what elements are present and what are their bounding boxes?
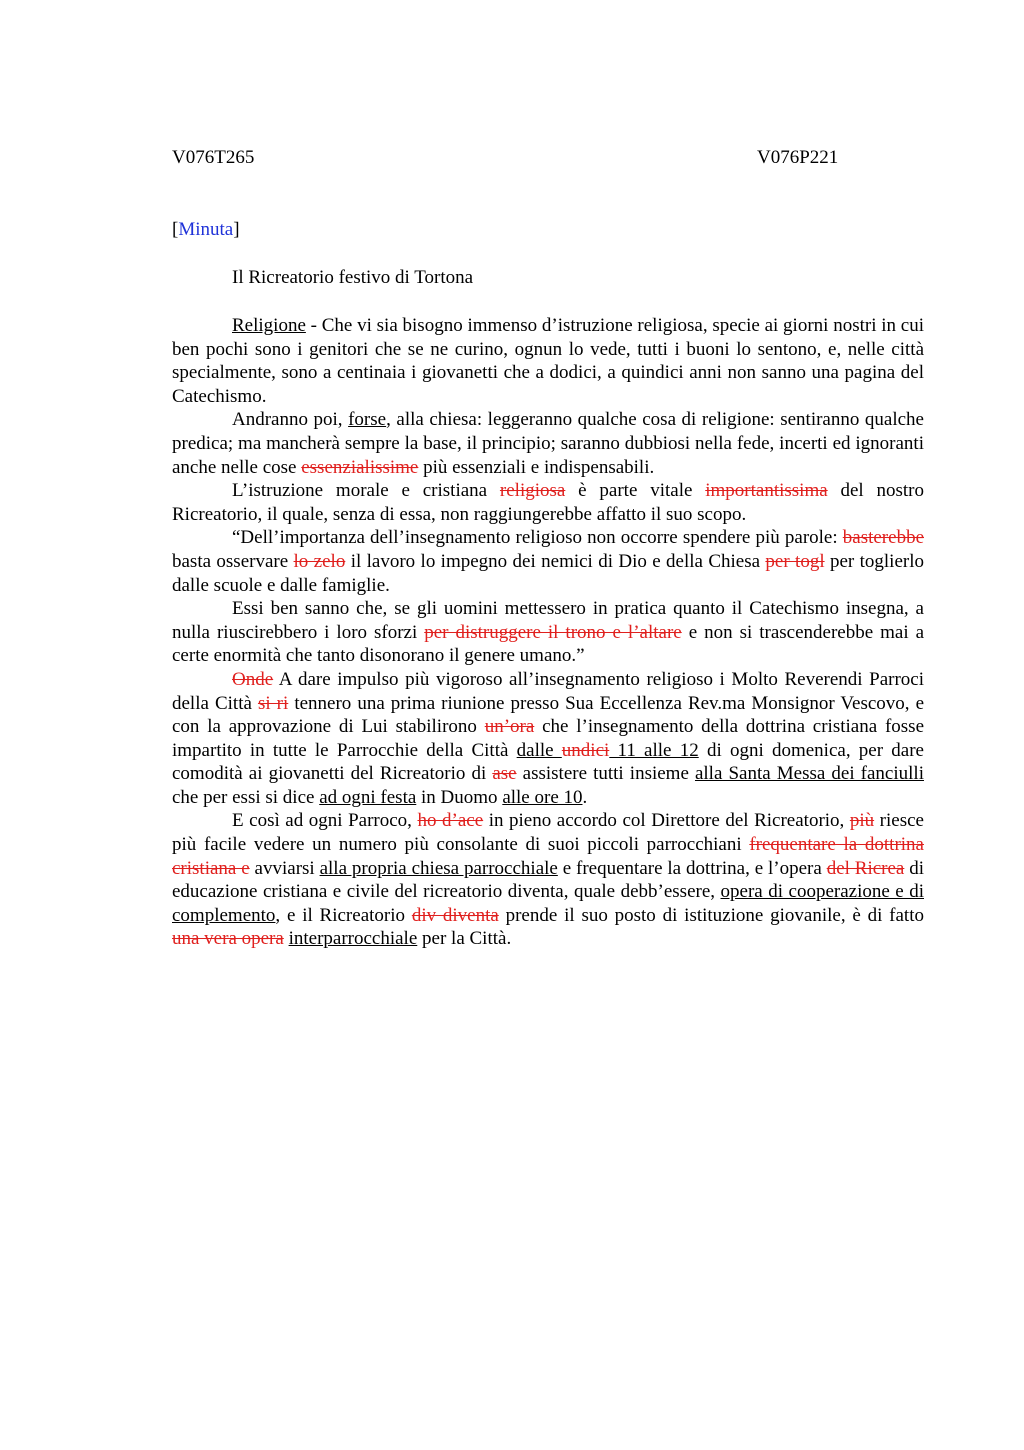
deleted-text: una vera opera <box>172 928 284 950</box>
text-run: - Che vi sia bisogno immenso d’istruzione religiosa, specie ai giorni nostri in cui ben pochi sono i genitori che se ne curino, ognun lo vede, tutti i buoni lo sentono, e, nelle città specialmente, sono a centinaia i giovanetti che a dodici, a quindici anni non sanno una pagina del Catechismo. <box>172 315 924 407</box>
draft-label <box>172 219 240 241</box>
text-run: tennero una prima riunione presso Sua Eccellenza Rev.ma Monsignor Vescovo, e con la approvazione di Lui stabilirono <box>172 692 925 738</box>
deleted-text: basterebbe <box>842 527 924 549</box>
paragraph <box>172 479 924 526</box>
text-run: che per essi si dice <box>172 786 320 808</box>
text-run: il lavoro lo impegno dei nemici di Dio e della Chiesa <box>345 550 766 572</box>
document-code-left: V076T265 <box>172 147 255 168</box>
text-run: prende il suo posto di istituzione giovanile, è di fatto <box>498 904 924 926</box>
underlined-text: opera di cooperazione e di complemento <box>172 881 924 926</box>
document-title: Il Ricreatorio festivo di Tortona <box>232 267 474 288</box>
document-body <box>172 314 924 951</box>
text-run: “Dell’importanza dell’insegnamento religioso non occorre spendere più parole: <box>232 527 843 549</box>
text-run: di ogni domenica, per dare comodità ai giovanetti del Ricreatorio di <box>172 739 924 785</box>
underlined-text: alle ore 10 <box>502 786 583 808</box>
text-run: . <box>582 786 588 808</box>
underlined-text: interparrocchiale <box>288 928 418 950</box>
document-code-right: V076P221 <box>757 147 839 168</box>
deleted-text: un’ora <box>484 716 535 738</box>
paragraph <box>172 408 924 479</box>
text-run: e non si trascenderebbe mai a certe enormità che tanto disonorano il genere umano.” <box>172 621 924 667</box>
text-run: , alla chiesa: leggeranno qualche cosa di religione: sentiranno qualche predica; ma mancherà sempre la base, il principio; saranno dubbiosi nella fede, incerti ed ignoranti anche nelle cose <box>172 409 924 478</box>
underlined-text: Religione <box>232 315 306 336</box>
deleted-text: frequentare la dottrina cristiana e <box>172 834 924 879</box>
text-run: per toglierlo dalle scuole e dalle famiglie. <box>172 550 924 596</box>
bracket-open: [ <box>172 219 179 240</box>
text-run: riesce più facile vedere un numero più consolante di suoi piccoli parrocchiani <box>172 810 924 856</box>
underlined-text: dalle <box>516 739 562 761</box>
text-run: basta osservare <box>172 550 294 572</box>
deleted-underlined-text: undici <box>561 739 610 761</box>
text-run: di educazione cristiana e civile del ricreatorio diventa, quale debb’essere, <box>172 857 925 903</box>
text-run: Andranno poi, <box>232 409 349 431</box>
text-run: A dare impulso più vigoroso all’insegnamento religioso i Molto Reverendi Parroci della Città <box>172 668 924 714</box>
paragraph <box>172 668 924 810</box>
deleted-text: per distruggere il trono e l’altare <box>424 621 682 643</box>
draft-label-text: Minuta <box>178 219 234 240</box>
deleted-text: div diventa <box>411 904 499 926</box>
deleted-text: si ri <box>257 692 289 714</box>
deleted-text: più <box>849 810 875 832</box>
paragraph <box>172 526 924 597</box>
deleted-text: importantissima <box>705 480 828 502</box>
deleted-text: essenzialissime <box>301 456 419 478</box>
text-run: e frequentare la dottrina, e l’opera <box>557 857 827 879</box>
text-run: più essenziali e indispensabili. <box>418 456 655 478</box>
text-run: L’istruzione morale e cristiana <box>232 480 500 502</box>
deleted-text: religiosa <box>499 480 566 502</box>
underlined-text: alla propria chiesa parrocchiale <box>319 857 558 879</box>
deleted-text: ase <box>492 763 517 785</box>
text-run: del nostro Ricreatorio, il quale, senza di essa, non raggiungerebbe affatto il suo scopo. <box>172 480 925 525</box>
bracket-close: ] <box>233 219 240 240</box>
deleted-text: lo zelo <box>293 550 346 572</box>
paragraph <box>172 314 924 408</box>
text-run: E così ad ogni Parroco, <box>232 810 418 832</box>
underlined-text: 11 alle 12 <box>609 739 699 761</box>
text-run: assistere tutti insieme <box>516 763 695 785</box>
underlined-text: alla Santa Messa dei fanciulli <box>694 763 924 785</box>
text-run: per la Città. <box>417 928 512 950</box>
deleted-text: Onde <box>232 668 274 690</box>
text-run: Essi ben sanno che, se gli uomini mettessero in pratica quanto il Catechismo insegna, a nulla riuscirebbero i loro sforzi <box>172 598 924 643</box>
text-run: avviarsi <box>249 857 320 879</box>
underlined-text: ad ogni festa <box>319 786 417 808</box>
underlined-text: forse <box>348 409 387 431</box>
text-run: , e il Ricreatorio <box>275 904 412 926</box>
deleted-text: per togl <box>765 550 825 572</box>
text-run: è parte vitale <box>565 480 706 502</box>
paragraph <box>172 809 924 951</box>
paragraph <box>172 597 924 668</box>
deleted-text: ho d’ace <box>417 810 484 832</box>
text-run: in pieno accordo col Direttore del Ricreatorio, <box>483 810 850 832</box>
deleted-text: del Ricrea <box>826 857 905 879</box>
text-run: che l’insegnamento della dottrina cristiana fosse impartito in tutte le Parrocchie della Città <box>172 716 924 761</box>
text-run: in Duomo <box>416 786 503 808</box>
